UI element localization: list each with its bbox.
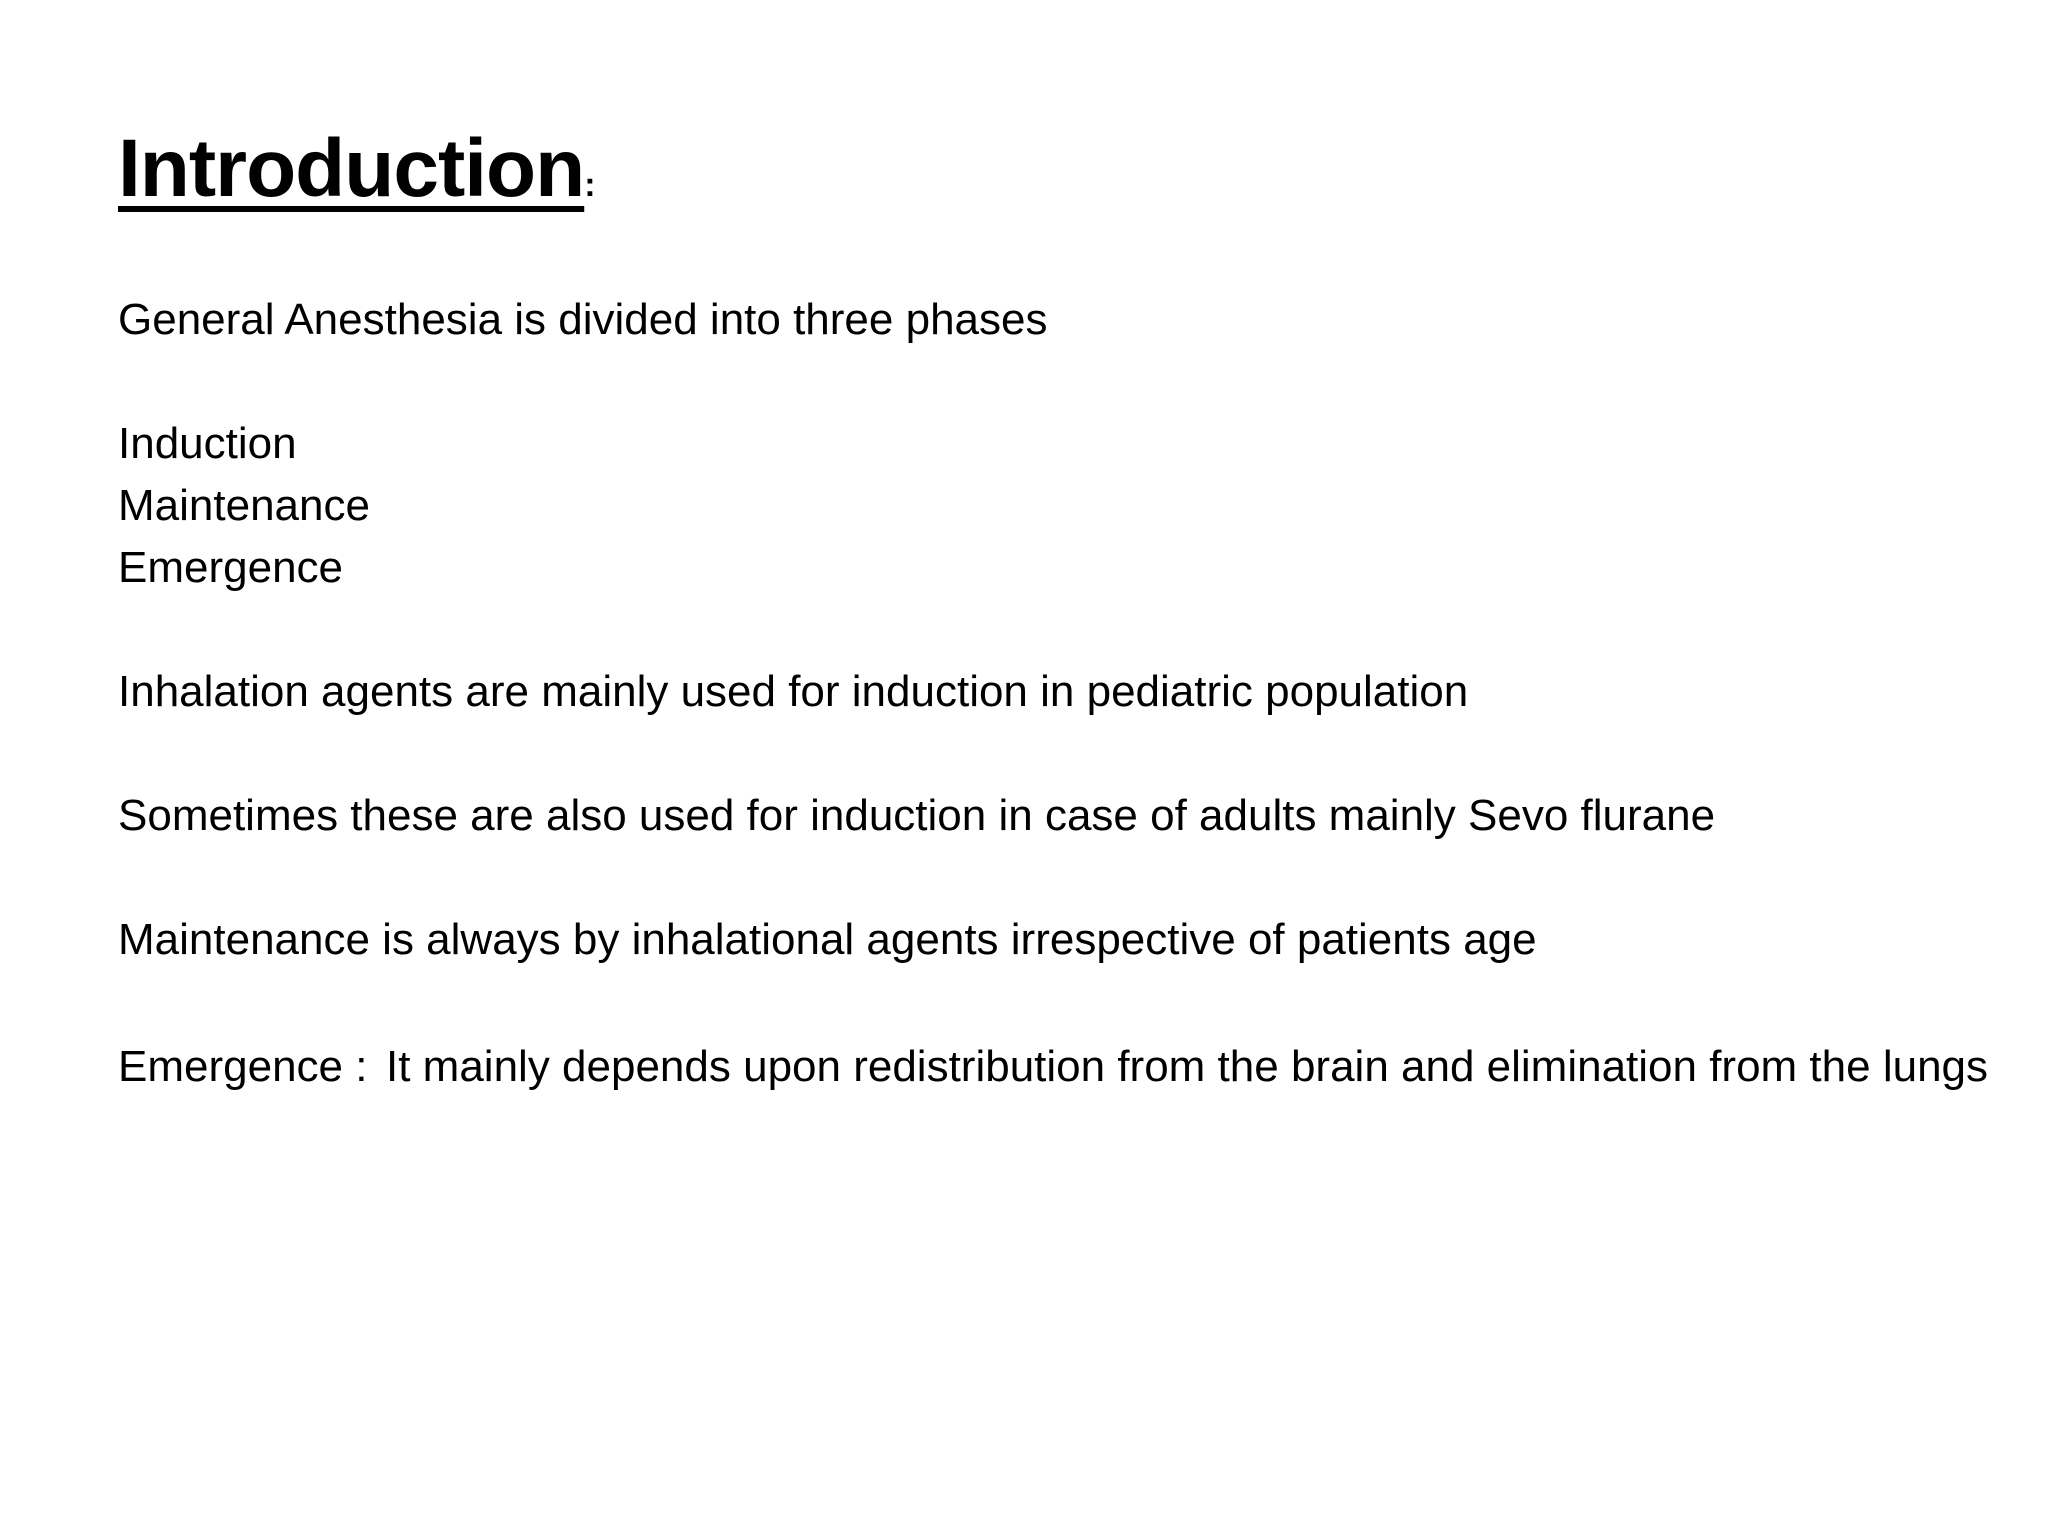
emergence-label: Emergence : [118,1042,368,1091]
emergence-paragraph [118,1036,2046,1098]
paragraph-maintenance: Maintenance is always by inhalational agents irrespective of patients age [118,915,1537,964]
emergence-text: It mainly depends upon redistribution from the brain and elimination from the lungs [386,1042,1989,1091]
title-colon: : [584,166,596,204]
title-text: Introduction [118,123,585,214]
phase-item-emergence: Emergence [118,543,344,592]
intro-text: General Anesthesia is divided into three phases [118,295,1048,344]
paragraph-adults: Sometimes these are also used for induction in case of adults mainly Sevo flurane [118,791,1716,840]
slide-title [118,123,596,214]
paragraph-inhalation: Inhalation agents are mainly used for induction in pediatric population [118,667,1469,716]
phase-item-induction: Induction [118,419,297,468]
phase-item-maintenance: Maintenance [118,481,370,530]
